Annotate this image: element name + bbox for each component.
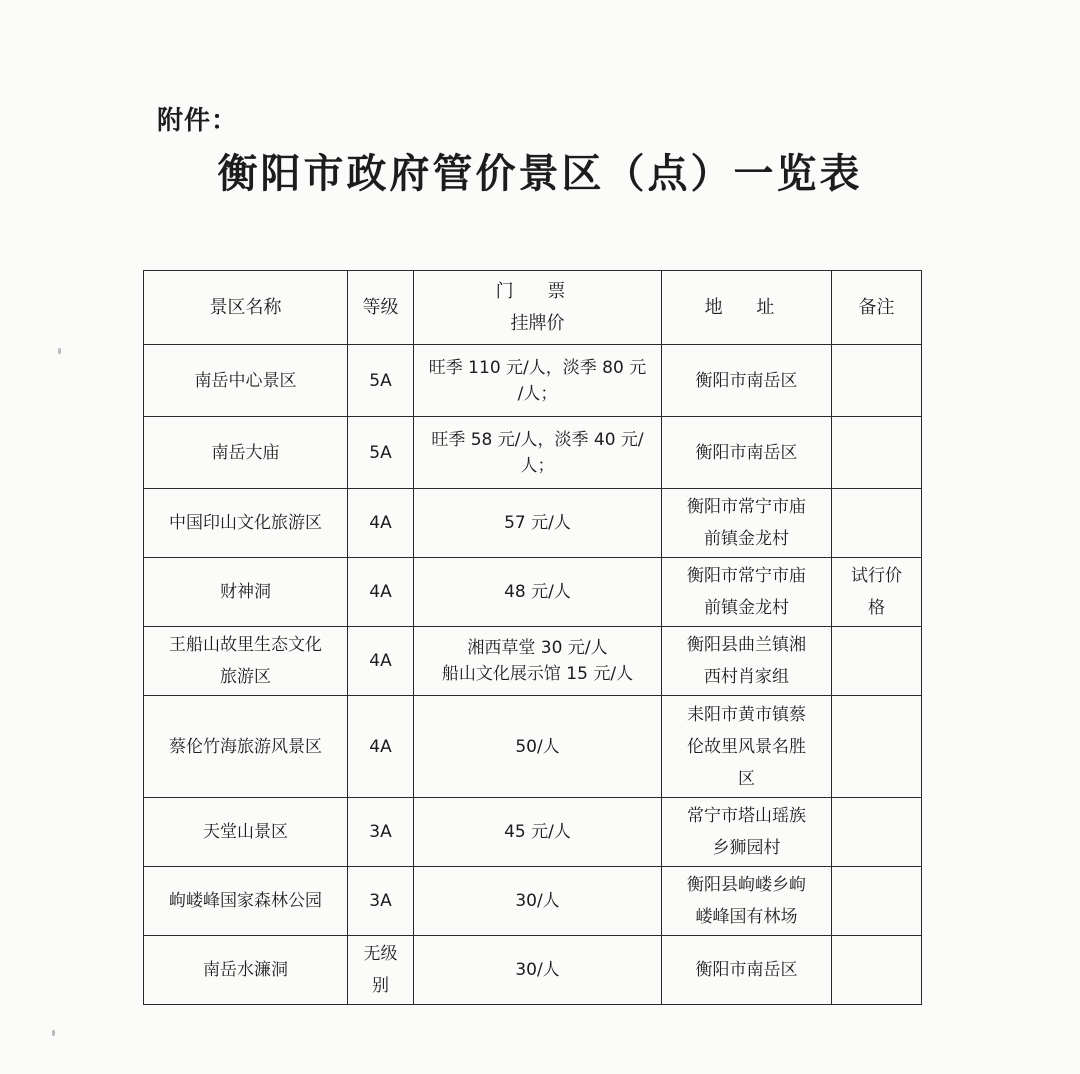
- cell-name: [144, 798, 348, 867]
- cell-name-line: 王船山故里生态文化: [169, 635, 322, 655]
- cell-address-line: 西村肖家组: [704, 667, 789, 687]
- cell-grade-line: 4A: [369, 513, 392, 533]
- cell-address-line: 衡阳县岣嵝乡岣: [687, 875, 806, 895]
- cell-ticket-price: [414, 696, 662, 798]
- cell-name: [144, 345, 348, 417]
- header-ticket-line1: 门 票: [495, 280, 580, 302]
- table-row: [144, 798, 922, 867]
- cell-address: [662, 798, 832, 867]
- table-row: [144, 417, 922, 489]
- cell-address-line: 前镇金龙村: [704, 598, 789, 618]
- cell-grade: [348, 417, 414, 489]
- cell-name: [144, 489, 348, 558]
- scan-speck: [52, 1030, 55, 1036]
- cell-address: [662, 936, 832, 1005]
- cell-address: [662, 345, 832, 417]
- cell-grade-line: 别: [372, 976, 389, 996]
- table-header-row: [144, 271, 922, 345]
- cell-ticket-price-line: 57 元/人: [504, 513, 571, 533]
- cell-name: [144, 417, 348, 489]
- document-title: 衡阳市政府管价景区（点）一览表: [217, 150, 863, 197]
- cell-remark: [832, 417, 922, 489]
- cell-address: [662, 696, 832, 798]
- table-row: [144, 936, 922, 1005]
- cell-ticket-price-line: 船山文化展示馆 15 元/人: [441, 664, 634, 684]
- cell-remark: [832, 558, 922, 627]
- cell-remark: [832, 867, 922, 936]
- cell-address-line: 区: [738, 768, 755, 789]
- table-row: [144, 558, 922, 627]
- cell-address: [662, 558, 832, 627]
- cell-grade-line: 5A: [369, 370, 392, 391]
- cell-grade: [348, 558, 414, 627]
- cell-grade-line: 3A: [369, 822, 392, 842]
- cell-name-line: 中国印山文化旅游区: [169, 513, 322, 533]
- cell-grade: [348, 936, 414, 1005]
- table-row: [144, 345, 922, 417]
- cell-ticket-price: [414, 936, 662, 1005]
- cell-grade-line: 4A: [369, 736, 392, 757]
- table-row: [144, 867, 922, 936]
- cell-remark: [832, 936, 922, 1005]
- table-row: [144, 489, 922, 558]
- cell-address-line: 衡阳市南岳区: [695, 370, 798, 391]
- header-ticket-price: [414, 271, 662, 345]
- cell-name: [144, 558, 348, 627]
- cell-ticket-price-line: 30/人: [515, 960, 560, 980]
- cell-address: [662, 867, 832, 936]
- cell-grade: [348, 627, 414, 696]
- cell-grade-line: 3A: [369, 891, 392, 911]
- cell-ticket-price: [414, 558, 662, 627]
- cell-address: [662, 489, 832, 558]
- cell-ticket-price-line: 30/人: [515, 891, 560, 911]
- cell-ticket-price-line: /人；: [517, 383, 558, 404]
- cell-grade-line: 4A: [369, 651, 392, 671]
- cell-ticket-price: [414, 867, 662, 936]
- cell-name-line: 南岳中心景区: [194, 370, 297, 391]
- cell-address-line: 前镇金龙村: [704, 529, 789, 549]
- cell-ticket-price: [414, 345, 662, 417]
- cell-ticket-price: [414, 627, 662, 696]
- cell-remark: [832, 489, 922, 558]
- cell-ticket-price-line: 50/人: [515, 736, 560, 757]
- cell-address-line: 衡阳县曲兰镇湘: [687, 635, 806, 655]
- cell-address: [662, 417, 832, 489]
- cell-address-line: 衡阳市常宁市庙: [687, 566, 806, 586]
- cell-grade-line: 4A: [369, 582, 392, 602]
- scan-speck: [58, 348, 61, 354]
- cell-ticket-price-line: 人；: [520, 455, 555, 476]
- cell-address-line: 伦故里风景名胜: [687, 736, 806, 757]
- cell-remark: [832, 345, 922, 417]
- cell-grade: [348, 345, 414, 417]
- cell-address-line: 常宁市塔山瑶族: [687, 806, 806, 826]
- cell-grade: [348, 867, 414, 936]
- cell-name-line: 财神洞: [220, 582, 271, 602]
- header-grade: 等级: [348, 271, 414, 345]
- header-address: 地 址: [662, 271, 832, 345]
- header-ticket-line2: 挂牌价: [510, 312, 565, 334]
- cell-address-line: 乡狮园村: [712, 838, 781, 858]
- cell-ticket-price-line: 45 元/人: [504, 822, 571, 842]
- cell-name: [144, 696, 348, 798]
- attachment-label: 附件：: [157, 106, 239, 136]
- cell-grade: [348, 696, 414, 798]
- cell-ticket-price: [414, 417, 662, 489]
- cell-name-line: 南岳大庙: [211, 442, 280, 463]
- scenic-price-table: [143, 270, 922, 1005]
- header-remark: 备注: [832, 271, 922, 345]
- table-row: [144, 696, 922, 798]
- cell-address-line: 耒阳市黄市镇蔡: [687, 704, 806, 725]
- cell-ticket-price: [414, 489, 662, 558]
- cell-address-line: 衡阳市南岳区: [695, 442, 798, 463]
- cell-name: [144, 867, 348, 936]
- cell-name: [144, 627, 348, 696]
- cell-name: [144, 936, 348, 1005]
- cell-remark-line: 格: [868, 598, 885, 618]
- table-row: [144, 627, 922, 696]
- cell-name-line: 蔡伦竹海旅游风景区: [169, 736, 322, 757]
- cell-address-line: 嵝峰国有林场: [695, 907, 798, 927]
- cell-ticket-price: [414, 798, 662, 867]
- cell-name-line: 旅游区: [220, 667, 271, 687]
- cell-grade-line: 5A: [369, 442, 392, 463]
- cell-name-line: 天堂山景区: [203, 822, 288, 842]
- cell-grade: [348, 798, 414, 867]
- cell-address: [662, 627, 832, 696]
- cell-grade: [348, 489, 414, 558]
- cell-name-line: 岣嵝峰国家森林公园: [169, 891, 322, 911]
- cell-remark-line: 试行价: [851, 566, 902, 586]
- cell-address-line: 衡阳市南岳区: [695, 960, 798, 980]
- cell-address-line: 衡阳市常宁市庙: [687, 497, 806, 517]
- cell-remark: [832, 696, 922, 798]
- cell-ticket-price-line: 旺季 110 元/人，淡季 80 元: [428, 357, 647, 378]
- cell-ticket-price-line: 旺季 58 元/人，淡季 40 元/: [431, 429, 644, 450]
- cell-ticket-price-line: 湘西草堂 30 元/人: [467, 638, 608, 658]
- cell-name-line: 南岳水濂洞: [203, 960, 288, 980]
- cell-remark: [832, 798, 922, 867]
- cell-ticket-price-line: 48 元/人: [504, 582, 571, 602]
- header-name: 景区名称: [144, 271, 348, 345]
- cell-remark: [832, 627, 922, 696]
- cell-grade-line: 无级: [363, 944, 398, 964]
